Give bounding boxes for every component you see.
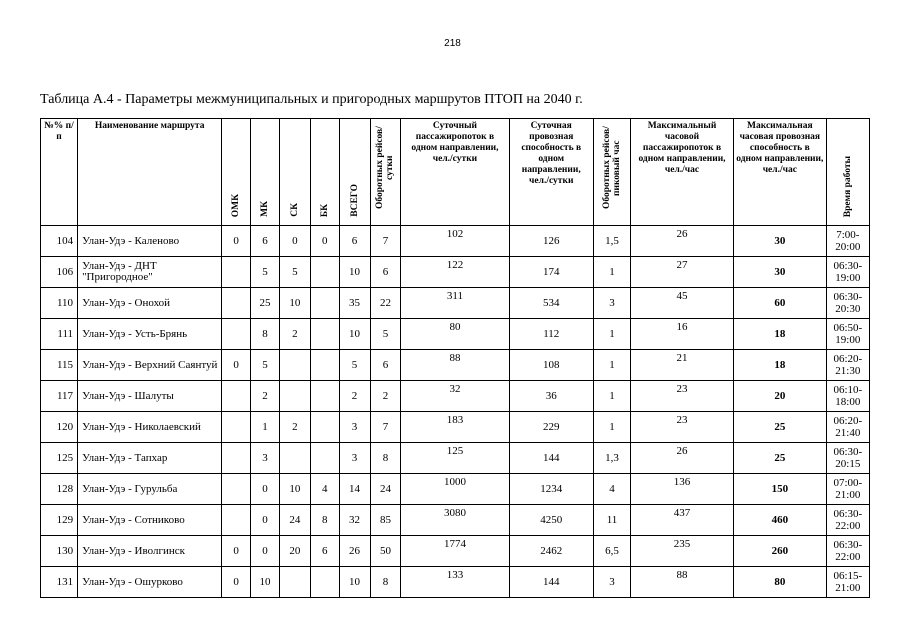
cell-time: 06:10-18:00 [826, 381, 869, 412]
cell-max-cap: 80 [733, 567, 826, 598]
cell-omk [222, 412, 251, 443]
cell-name: Улан-Удэ - Ошурково [78, 567, 222, 598]
cell-daily-capacity: 1234 [509, 474, 593, 505]
cell-turnover: 6 [370, 350, 401, 381]
cell-daily-capacity: 174 [509, 257, 593, 288]
cell-daily-flow: 1774 [401, 536, 509, 567]
cell-sk: 10 [279, 288, 310, 319]
cell-total: 6 [339, 226, 370, 257]
cell-daily-flow: 133 [401, 567, 509, 598]
cell-max-cap: 60 [733, 288, 826, 319]
header-sk: СК [279, 119, 310, 226]
cell-sk: 20 [279, 536, 310, 567]
cell-max-cap: 20 [733, 381, 826, 412]
cell-daily-capacity: 108 [509, 350, 593, 381]
cell-peak: 1,3 [593, 443, 630, 474]
cell-max-flow: 26 [631, 226, 734, 257]
cell-max-cap: 25 [733, 412, 826, 443]
cell-daily-flow: 122 [401, 257, 509, 288]
cell-max-cap: 260 [733, 536, 826, 567]
cell-peak: 11 [593, 505, 630, 536]
table-row [41, 381, 870, 412]
table-row [41, 567, 870, 598]
cell-total: 10 [339, 567, 370, 598]
cell-mk: 3 [251, 443, 280, 474]
cell-total: 35 [339, 288, 370, 319]
table-row [41, 474, 870, 505]
cell-daily-capacity: 112 [509, 319, 593, 350]
header-max-hourly-capacity: Максимальная часовая провозная способность в одном направлении, чел./час [733, 119, 826, 226]
cell-max-flow: 21 [631, 350, 734, 381]
cell-peak: 1 [593, 350, 630, 381]
cell-peak: 1 [593, 319, 630, 350]
cell-mk: 0 [251, 505, 280, 536]
cell-max-cap: 150 [733, 474, 826, 505]
cell-mk: 8 [251, 319, 280, 350]
cell-num: 106 [41, 257, 78, 288]
cell-total: 10 [339, 319, 370, 350]
cell-bk [310, 350, 339, 381]
cell-turnover: 50 [370, 536, 401, 567]
cell-peak: 3 [593, 288, 630, 319]
cell-mk: 5 [251, 257, 280, 288]
cell-omk: 0 [222, 350, 251, 381]
table-row [41, 226, 870, 257]
cell-sk [279, 350, 310, 381]
header-row [41, 119, 870, 226]
cell-total: 3 [339, 412, 370, 443]
cell-bk: 0 [310, 226, 339, 257]
cell-peak: 6,5 [593, 536, 630, 567]
cell-time: 06:20-21:40 [826, 412, 869, 443]
cell-total: 10 [339, 257, 370, 288]
cell-time: 7:00-20:00 [826, 226, 869, 257]
cell-omk: 0 [222, 567, 251, 598]
cell-turnover: 8 [370, 443, 401, 474]
page-number: 218 [444, 38, 461, 49]
cell-max-flow: 26 [631, 443, 734, 474]
cell-omk: 0 [222, 536, 251, 567]
cell-turnover: 8 [370, 567, 401, 598]
cell-max-cap: 30 [733, 226, 826, 257]
cell-sk: 2 [279, 412, 310, 443]
cell-sk [279, 443, 310, 474]
routes-table [40, 118, 870, 598]
cell-max-flow: 136 [631, 474, 734, 505]
cell-peak: 1 [593, 381, 630, 412]
cell-total: 26 [339, 536, 370, 567]
cell-turnover: 5 [370, 319, 401, 350]
table-row [41, 288, 870, 319]
cell-omk [222, 257, 251, 288]
cell-max-cap: 30 [733, 257, 826, 288]
cell-daily-capacity: 229 [509, 412, 593, 443]
cell-time: 07:00-21:00 [826, 474, 869, 505]
cell-daily-flow: 125 [401, 443, 509, 474]
cell-daily-flow: 311 [401, 288, 509, 319]
table-row [41, 350, 870, 381]
cell-num: 111 [41, 319, 78, 350]
cell-turnover: 7 [370, 412, 401, 443]
cell-name: Улан-Удэ - Тапхар [78, 443, 222, 474]
header-name: Наименование маршрута [78, 119, 222, 226]
cell-max-cap: 25 [733, 443, 826, 474]
cell-name: Улан-Удэ - Гурульба [78, 474, 222, 505]
cell-bk [310, 443, 339, 474]
cell-name: Улан-Удэ - ДНТ "Пригородное" [78, 257, 222, 288]
cell-name: Улан-Удэ - Шалуты [78, 381, 222, 412]
cell-max-flow: 235 [631, 536, 734, 567]
cell-name: Улан-Удэ - Верхний Саянтуй [78, 350, 222, 381]
cell-bk [310, 381, 339, 412]
table-body [41, 226, 870, 598]
cell-omk [222, 319, 251, 350]
table-row [41, 536, 870, 567]
cell-time: 06:30-20:30 [826, 288, 869, 319]
cell-turnover: 6 [370, 257, 401, 288]
cell-bk [310, 288, 339, 319]
cell-peak: 1 [593, 412, 630, 443]
header-bk: БК [310, 119, 339, 226]
header-peak-turnover: Оборотных рейсов/ пиковый час [593, 119, 630, 226]
header-mk: МК [251, 119, 280, 226]
cell-name: Улан-Удэ - Усть-Брянь [78, 319, 222, 350]
cell-mk: 0 [251, 474, 280, 505]
cell-time: 06:20-21:30 [826, 350, 869, 381]
cell-daily-flow: 32 [401, 381, 509, 412]
cell-daily-capacity: 4250 [509, 505, 593, 536]
cell-name: Улан-Удэ - Сотниково [78, 505, 222, 536]
cell-max-flow: 45 [631, 288, 734, 319]
cell-num: 129 [41, 505, 78, 536]
cell-bk [310, 412, 339, 443]
cell-mk: 25 [251, 288, 280, 319]
cell-max-flow: 16 [631, 319, 734, 350]
header-omk: ОМК [222, 119, 251, 226]
cell-max-cap: 18 [733, 350, 826, 381]
cell-max-flow: 23 [631, 412, 734, 443]
cell-turnover: 7 [370, 226, 401, 257]
cell-num: 130 [41, 536, 78, 567]
cell-daily-capacity: 2462 [509, 536, 593, 567]
cell-mk: 6 [251, 226, 280, 257]
cell-time: 06:15-21:00 [826, 567, 869, 598]
cell-omk [222, 474, 251, 505]
header-num: №% п/п [41, 119, 78, 226]
table-row [41, 319, 870, 350]
table-caption: Таблица А.4 - Параметры межмуниципальных и пригородных маршрутов ПТОП на 2040 г. [40, 92, 583, 107]
cell-num: 115 [41, 350, 78, 381]
header-daily-capacity: Суточная провозная способность в одном направлении, чел./сутки [509, 119, 593, 226]
cell-bk [310, 319, 339, 350]
cell-num: 125 [41, 443, 78, 474]
cell-mk: 1 [251, 412, 280, 443]
cell-daily-flow: 1000 [401, 474, 509, 505]
cell-daily-flow: 102 [401, 226, 509, 257]
cell-sk [279, 381, 310, 412]
cell-bk [310, 567, 339, 598]
cell-total: 3 [339, 443, 370, 474]
table-row [41, 505, 870, 536]
cell-time: 06:50-19:00 [826, 319, 869, 350]
cell-turnover: 24 [370, 474, 401, 505]
cell-daily-flow: 80 [401, 319, 509, 350]
cell-peak: 1,5 [593, 226, 630, 257]
header-work-time: Время работы [826, 119, 869, 226]
cell-daily-capacity: 126 [509, 226, 593, 257]
table-row [41, 443, 870, 474]
cell-sk: 10 [279, 474, 310, 505]
cell-sk: 0 [279, 226, 310, 257]
cell-turnover: 2 [370, 381, 401, 412]
cell-time: 06:30-22:00 [826, 505, 869, 536]
cell-bk: 4 [310, 474, 339, 505]
cell-max-flow: 23 [631, 381, 734, 412]
cell-name: Улан-Удэ - Иволгинск [78, 536, 222, 567]
header-total: ВСЕГО [339, 119, 370, 226]
table-row [41, 257, 870, 288]
cell-time: 06:30-19:00 [826, 257, 869, 288]
header-daily-flow: Суточный пассажиропоток в одном направлении, чел./сутки [401, 119, 509, 226]
cell-daily-capacity: 534 [509, 288, 593, 319]
cell-num: 104 [41, 226, 78, 257]
cell-total: 5 [339, 350, 370, 381]
cell-omk [222, 381, 251, 412]
cell-sk: 24 [279, 505, 310, 536]
cell-daily-flow: 88 [401, 350, 509, 381]
cell-num: 131 [41, 567, 78, 598]
cell-name: Улан-Удэ - Каленово [78, 226, 222, 257]
cell-daily-capacity: 144 [509, 567, 593, 598]
cell-total: 2 [339, 381, 370, 412]
cell-daily-flow: 3080 [401, 505, 509, 536]
cell-time: 06:30-20:15 [826, 443, 869, 474]
cell-bk: 6 [310, 536, 339, 567]
cell-omk: 0 [222, 226, 251, 257]
cell-num: 120 [41, 412, 78, 443]
cell-total: 14 [339, 474, 370, 505]
cell-sk: 2 [279, 319, 310, 350]
cell-num: 128 [41, 474, 78, 505]
header-max-hourly-flow: Максимальный часовой пассажиропоток в одном направлении, чел./час [631, 119, 734, 226]
cell-name: Улан-Удэ - Николаевский [78, 412, 222, 443]
cell-max-flow: 27 [631, 257, 734, 288]
cell-max-cap: 18 [733, 319, 826, 350]
cell-omk [222, 443, 251, 474]
cell-turnover: 85 [370, 505, 401, 536]
cell-daily-flow: 183 [401, 412, 509, 443]
cell-max-cap: 460 [733, 505, 826, 536]
header-turnover: Оборотных рейсов/сутки [370, 119, 401, 226]
cell-omk [222, 288, 251, 319]
cell-time: 06:30-22:00 [826, 536, 869, 567]
cell-turnover: 22 [370, 288, 401, 319]
cell-bk [310, 257, 339, 288]
cell-num: 110 [41, 288, 78, 319]
cell-daily-capacity: 144 [509, 443, 593, 474]
cell-max-flow: 437 [631, 505, 734, 536]
table-row [41, 412, 870, 443]
cell-max-flow: 88 [631, 567, 734, 598]
cell-mk: 10 [251, 567, 280, 598]
cell-mk: 5 [251, 350, 280, 381]
cell-total: 32 [339, 505, 370, 536]
cell-mk: 2 [251, 381, 280, 412]
cell-daily-capacity: 36 [509, 381, 593, 412]
cell-peak: 3 [593, 567, 630, 598]
cell-mk: 0 [251, 536, 280, 567]
cell-num: 117 [41, 381, 78, 412]
cell-name: Улан-Удэ - Онохой [78, 288, 222, 319]
cell-sk [279, 567, 310, 598]
cell-peak: 1 [593, 257, 630, 288]
cell-sk: 5 [279, 257, 310, 288]
cell-peak: 4 [593, 474, 630, 505]
cell-bk: 8 [310, 505, 339, 536]
cell-omk [222, 505, 251, 536]
